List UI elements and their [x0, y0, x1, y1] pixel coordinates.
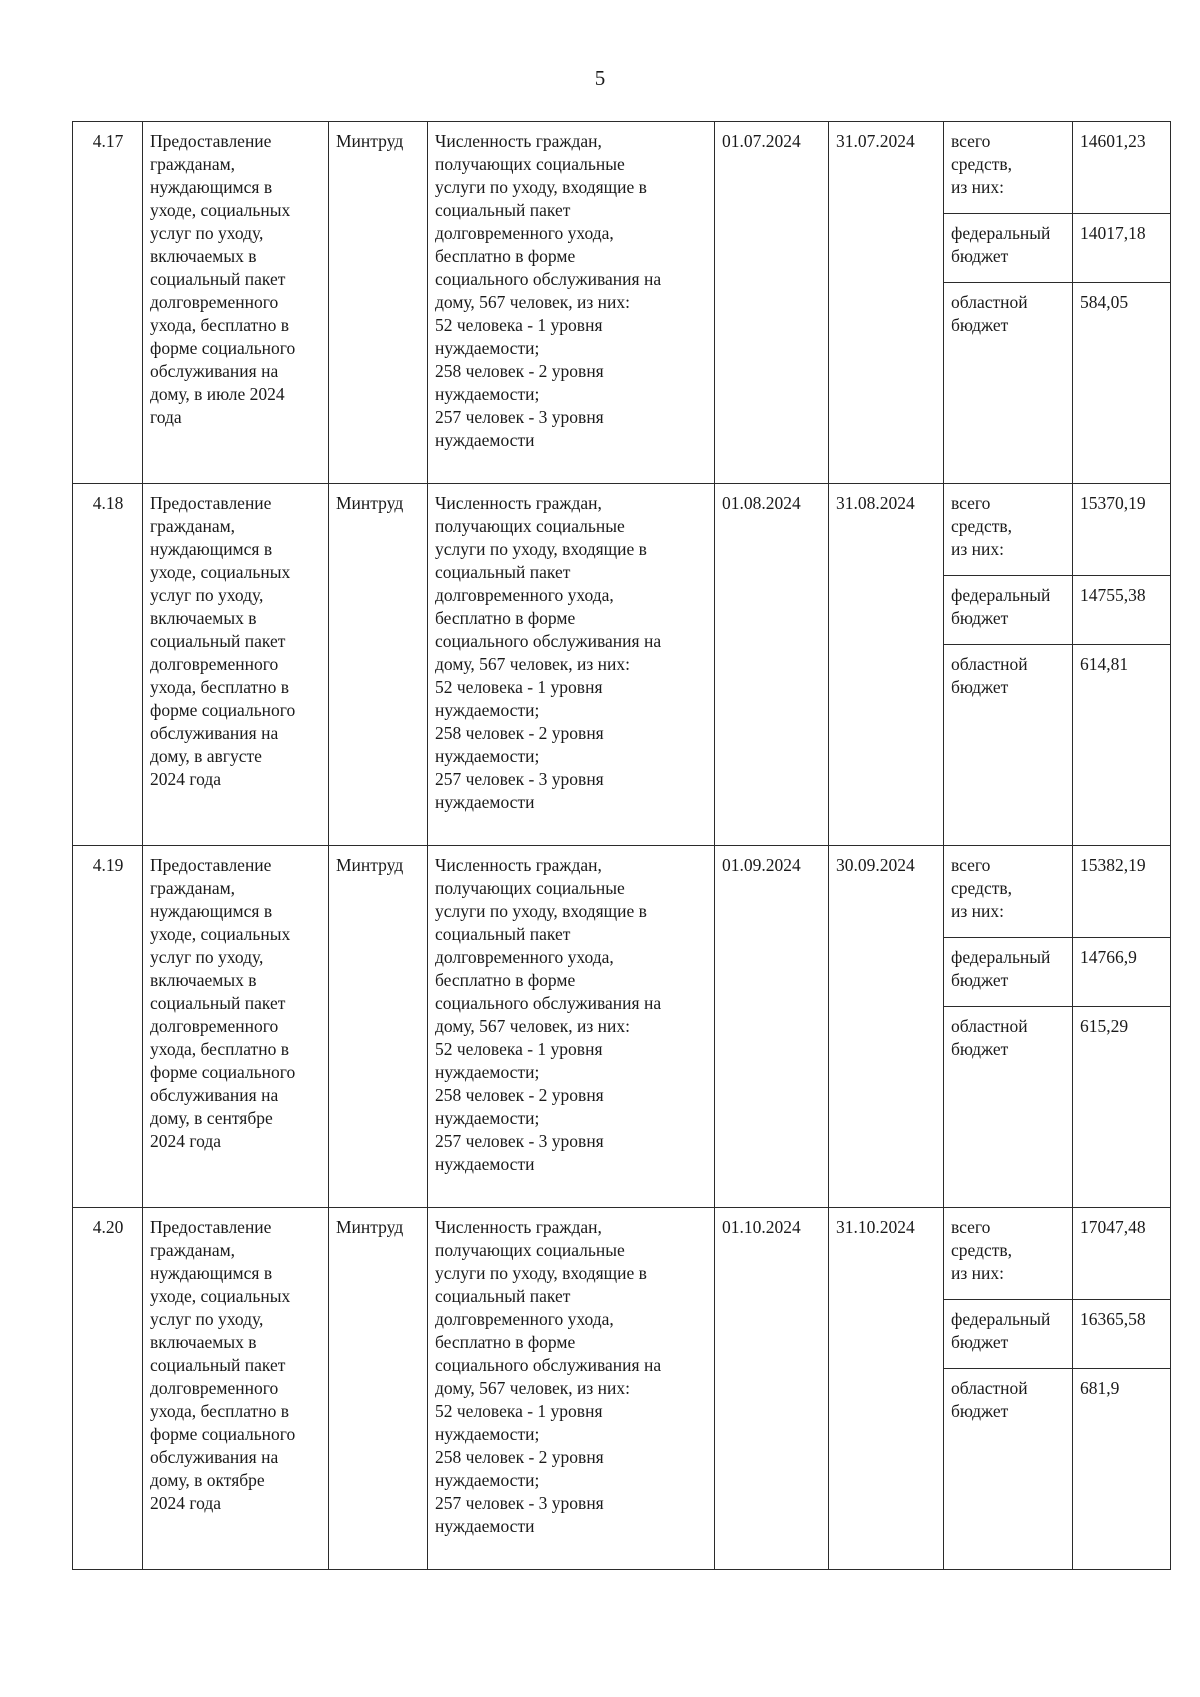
funding-amount-federal: 14755,38: [1073, 576, 1171, 645]
funding-source-total: всего средств, из них:: [944, 484, 1073, 576]
funding-amount-total: 15382,19: [1073, 846, 1171, 938]
executor: Минтруд: [329, 846, 428, 1208]
executor: Минтруд: [329, 484, 428, 846]
funding-amount-total: 15370,19: [1073, 484, 1171, 576]
funding-source-total: всего средств, из них:: [944, 1208, 1073, 1300]
indicator: Численность граждан, получающих социальные услуги по уходу, входящие в социальный пакет долговременного ухода, бесплатно в форме социального обслуживания на дому, 567 человек, из них: 52 человека - 1 уровня нуждаемости; 258 человек - 2 уровня нуждаемости; 257 человек - 3 уровня нуждаемости: [428, 484, 715, 846]
funding-amount-total: 17047,48: [1073, 1208, 1171, 1300]
funding-source-federal: федеральный бюджет: [944, 214, 1073, 283]
start-date: 01.08.2024: [715, 484, 829, 846]
start-date: 01.10.2024: [715, 1208, 829, 1570]
end-date: 31.10.2024: [829, 1208, 944, 1570]
executor: Минтруд: [329, 1208, 428, 1570]
funding-amount-federal: 16365,58: [1073, 1300, 1171, 1369]
funding-amount-total: 14601,23: [1073, 122, 1171, 214]
funding-source-regional: областной бюджет: [944, 283, 1073, 484]
measure-name: Предоставление гражданам, нуждающимся в уходе, социальных услуг по уходу, включаемых в социальный пакет долговременного ухода, бесплатно в форме социального обслуживания на дому, в сентябре 2024 года: [143, 846, 329, 1208]
funding-source-total: всего средств, из них:: [944, 846, 1073, 938]
start-date: 01.09.2024: [715, 846, 829, 1208]
executor: Минтруд: [329, 122, 428, 484]
row-number: 4.20: [73, 1208, 143, 1570]
funding-amount-regional: 584,05: [1073, 283, 1171, 484]
funding-amount-federal: 14766,9: [1073, 938, 1171, 1007]
row-number: 4.19: [73, 846, 143, 1208]
measure-name: Предоставление гражданам, нуждающимся в уходе, социальных услуг по уходу, включаемых в социальный пакет долговременного ухода, бесплатно в форме социального обслуживания на дому, в октябре 2024 года: [143, 1208, 329, 1570]
table-row: [73, 1208, 1171, 1300]
funding-amount-regional: 615,29: [1073, 1007, 1171, 1208]
funding-source-federal: федеральный бюджет: [944, 938, 1073, 1007]
page-number: 5: [594, 66, 606, 90]
table-row: [73, 846, 1171, 938]
end-date: 31.07.2024: [829, 122, 944, 484]
funding-source-regional: областной бюджет: [944, 1369, 1073, 1570]
indicator: Численность граждан, получающих социальные услуги по уходу, входящие в социальный пакет долговременного ухода, бесплатно в форме социального обслуживания на дому, 567 человек, из них: 52 человека - 1 уровня нуждаемости; 258 человек - 2 уровня нуждаемости; 257 человек - 3 уровня нуждаемости: [428, 1208, 715, 1570]
measure-name: Предоставление гражданам, нуждающимся в уходе, социальных услуг по уходу, включаемых в социальный пакет долговременного ухода, бесплатно в форме социального обслуживания на дому, в августе 2024 года: [143, 484, 329, 846]
measures-table: [72, 121, 1171, 1570]
indicator: Численность граждан, получающих социальные услуги по уходу, входящие в социальный пакет долговременного ухода, бесплатно в форме социального обслуживания на дому, 567 человек, из них: 52 человека - 1 уровня нуждаемости; 258 человек - 2 уровня нуждаемости; 257 человек - 3 уровня нуждаемости: [428, 846, 715, 1208]
end-date: 31.08.2024: [829, 484, 944, 846]
funding-source-regional: областной бюджет: [944, 1007, 1073, 1208]
funding-source-federal: федеральный бюджет: [944, 1300, 1073, 1369]
indicator: Численность граждан, получающих социальные услуги по уходу, входящие в социальный пакет долговременного ухода, бесплатно в форме социального обслуживания на дому, 567 человек, из них: 52 человека - 1 уровня нуждаемости; 258 человек - 2 уровня нуждаемости; 257 человек - 3 уровня нуждаемости: [428, 122, 715, 484]
table-row: [73, 122, 1171, 214]
funding-source-total: всего средств, из них:: [944, 122, 1073, 214]
funding-amount-regional: 681,9: [1073, 1369, 1171, 1570]
start-date: 01.07.2024: [715, 122, 829, 484]
funding-source-regional: областной бюджет: [944, 645, 1073, 846]
row-number: 4.18: [73, 484, 143, 846]
row-number: 4.17: [73, 122, 143, 484]
funding-source-federal: федеральный бюджет: [944, 576, 1073, 645]
table-row: [73, 484, 1171, 576]
funding-amount-federal: 14017,18: [1073, 214, 1171, 283]
measure-name: Предоставление гражданам, нуждающимся в уходе, социальных услуг по уходу, включаемых в социальный пакет долговременного ухода, бесплатно в форме социального обслуживания на дому, в июле 2024 года: [143, 122, 329, 484]
funding-amount-regional: 614,81: [1073, 645, 1171, 846]
end-date: 30.09.2024: [829, 846, 944, 1208]
